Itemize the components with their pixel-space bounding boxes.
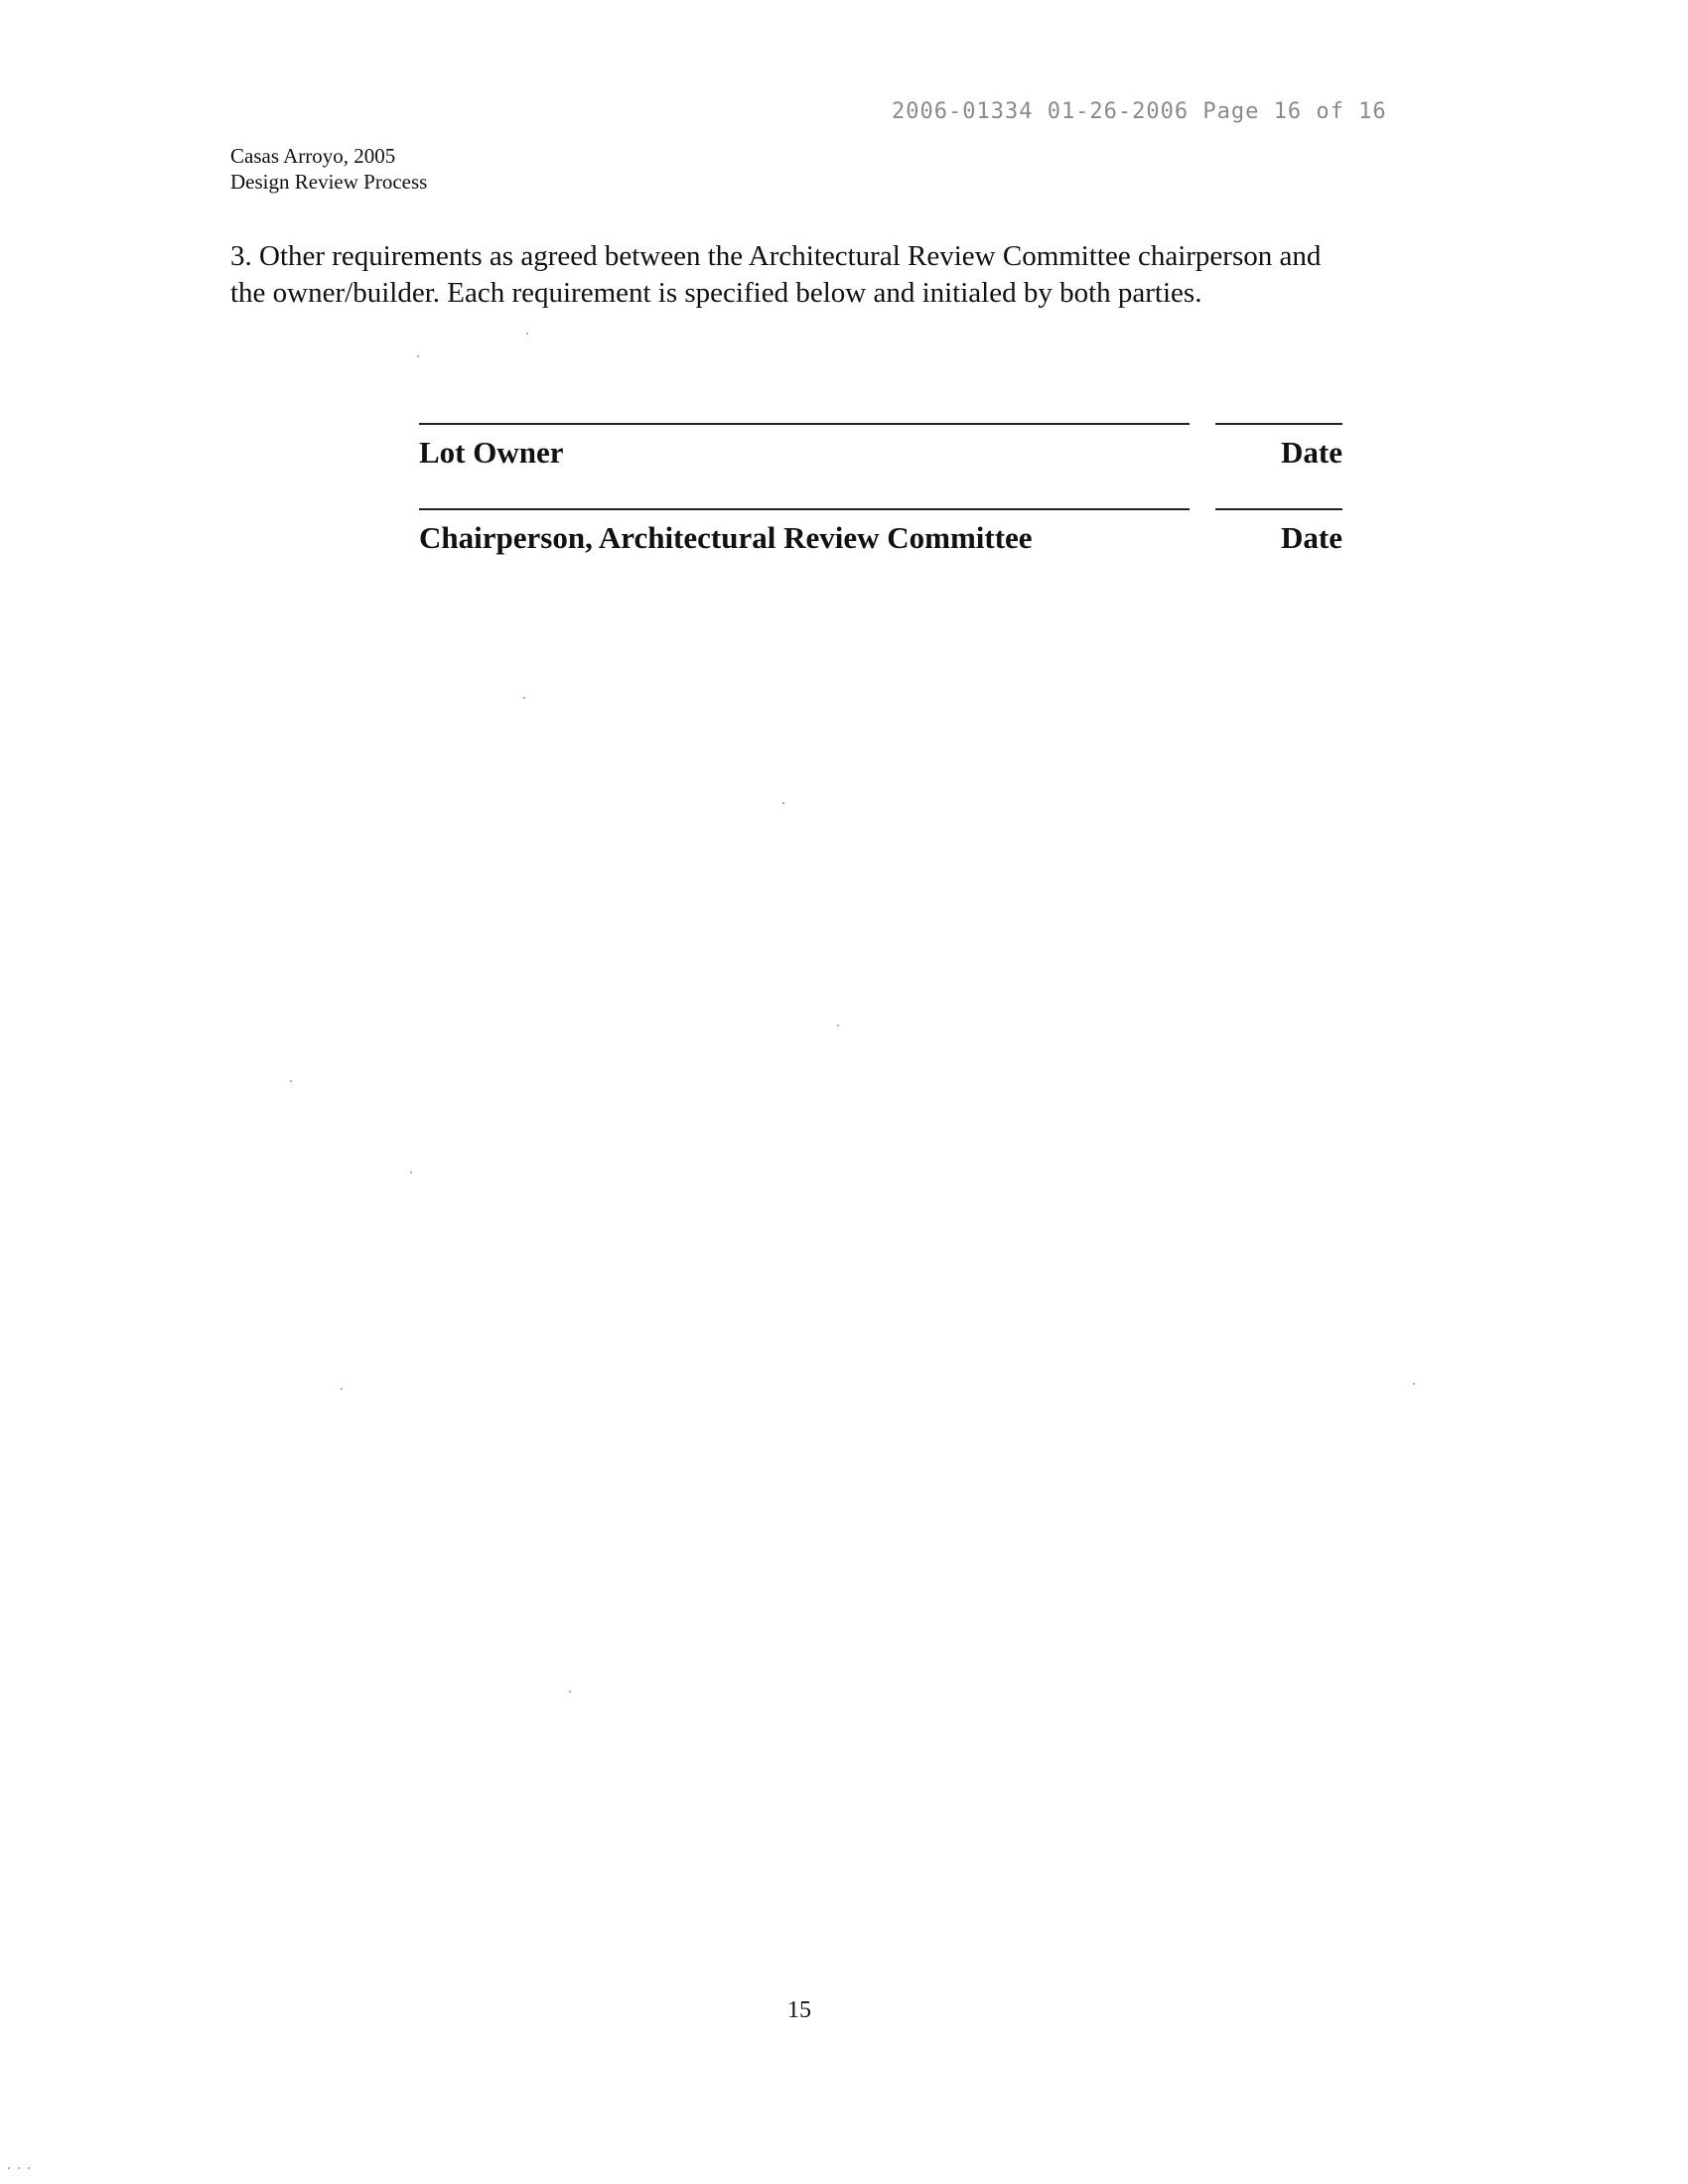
scan-speck xyxy=(28,2167,30,2169)
scan-speck xyxy=(410,1171,412,1173)
document-header xyxy=(230,143,427,195)
page-number: 15 xyxy=(787,1997,811,2023)
scan-speck xyxy=(569,1691,571,1693)
lot-owner-signature-block xyxy=(419,423,1342,473)
chairperson-signature-line xyxy=(419,508,1190,510)
lot-owner-date-label: Date xyxy=(1281,435,1342,470)
chairperson-date-label: Date xyxy=(1281,520,1342,555)
header-title: Casas Arroyo, 2005 xyxy=(230,144,396,168)
scan-speck xyxy=(782,802,784,804)
scan-speck xyxy=(290,1080,292,1082)
chairperson-signature-block xyxy=(419,508,1342,558)
scan-speck xyxy=(8,2167,10,2169)
scan-speck xyxy=(837,1024,839,1026)
scan-speck xyxy=(1413,1383,1415,1385)
scan-speck xyxy=(523,697,525,699)
requirements-paragraph: 3. Other requirements as agreed between the Architectural Review Committee chairperson and the owner/builder. Each requirement is specified below and initialed by both parties. xyxy=(230,240,1322,309)
chairperson-label: Chairperson, Architectural Review Committee xyxy=(419,520,1033,555)
chairperson-date-line xyxy=(1215,508,1342,510)
recording-stamp: 2006-01334 01-26-2006 Page 16 of 16 xyxy=(892,99,1387,124)
scan-speck xyxy=(341,1388,343,1390)
scan-speck xyxy=(18,2167,20,2169)
lot-owner-label: Lot Owner xyxy=(419,435,564,470)
lot-owner-date-line xyxy=(1215,423,1342,425)
scan-speck xyxy=(417,355,419,357)
lot-owner-signature-line xyxy=(419,423,1190,425)
header-subtitle: Design Review Process xyxy=(230,170,428,194)
scan-speck xyxy=(526,333,528,335)
